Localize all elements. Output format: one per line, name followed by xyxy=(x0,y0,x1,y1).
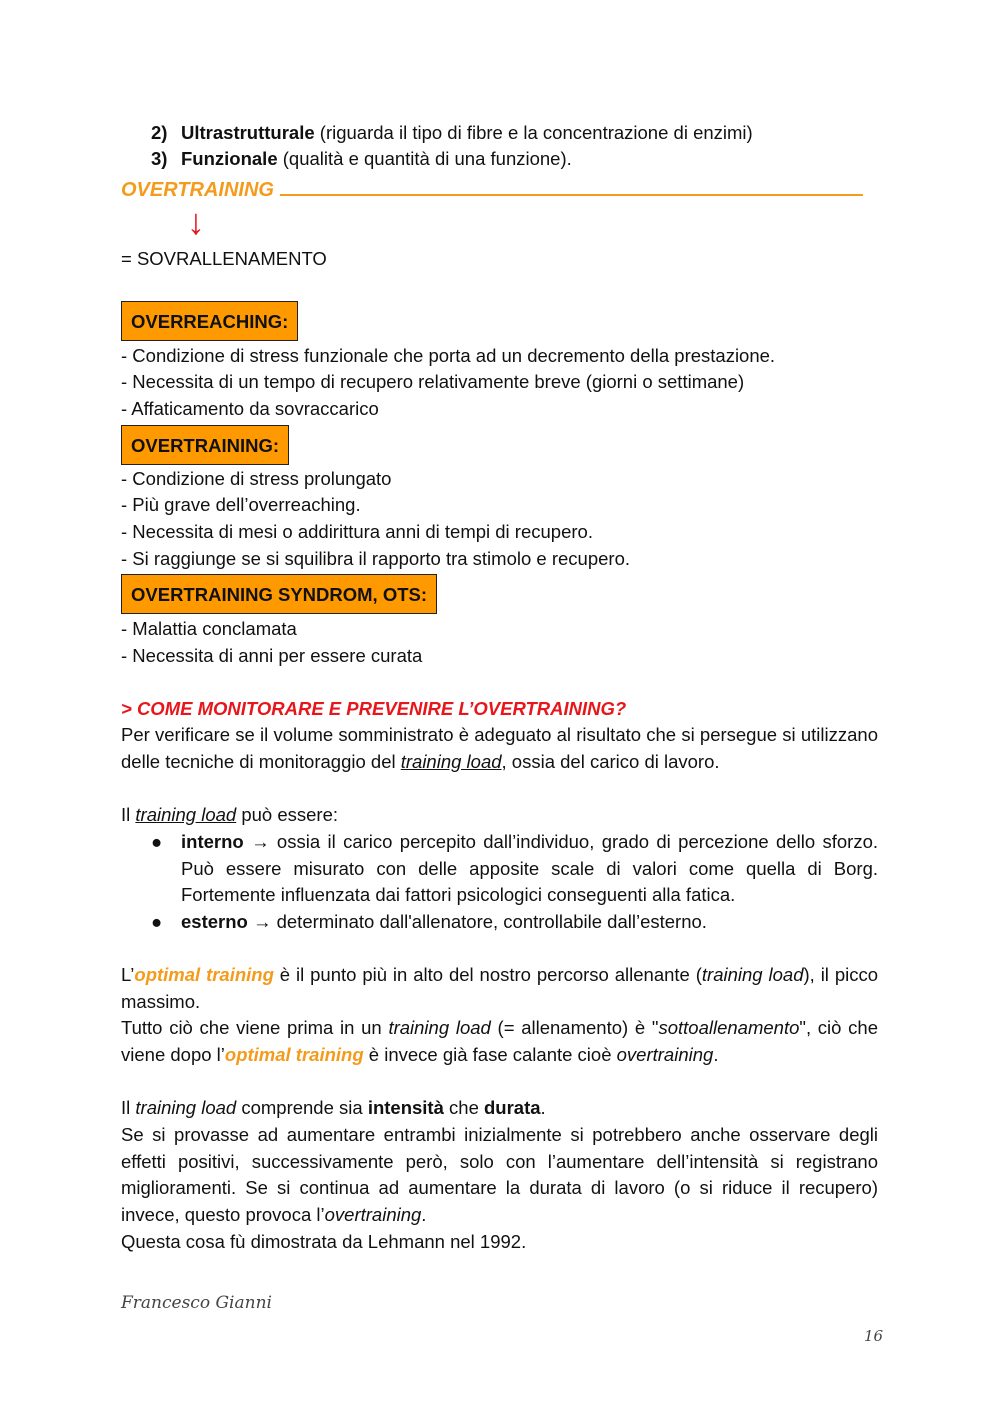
bullet-text: → ossia il carico percepito dall’individuo, grado di percezione dello sforzo. Può essere misurato con delle apposite scale di valori come quella di Borg. Fortemente influenzata dai fattori psicologici conseguenti alla fatica. xyxy=(181,831,878,905)
highlight-optimal-training: optimal training xyxy=(134,964,274,985)
bullet-list xyxy=(121,829,878,935)
bullet-text: → determinato dall'allenatore, controllabile dall’esterno. xyxy=(247,910,707,932)
bold-term: intensità xyxy=(367,1097,444,1118)
italic-term: training load xyxy=(701,964,804,985)
italic-term: training load xyxy=(388,1017,491,1038)
list-number: 2) xyxy=(151,122,168,143)
section-line: - Si raggiunge se si squilibra il rapporto tra stimolo e recupero. xyxy=(121,548,630,569)
list-number: 3) xyxy=(151,148,168,169)
text: L’ xyxy=(121,964,135,985)
text: può essere: xyxy=(236,804,339,825)
text: Tutto ciò che viene prima in un xyxy=(121,1017,389,1038)
question-heading: > COME MONITORARE E PREVENIRE L’OVERTRAINING? xyxy=(121,698,627,719)
paragraph-before-after xyxy=(121,1015,878,1068)
text: Per verificare se il volume somministrato è adeguato al risultato che si persegue si utilizzano delle tecniche di monitoraggio del xyxy=(121,724,878,772)
section-line: - Condizione di stress prolungato xyxy=(121,468,392,489)
paragraph-optimal-training xyxy=(121,962,878,1015)
text: Il xyxy=(121,1097,136,1118)
down-arrow-icon: ↓ xyxy=(187,201,205,242)
section-line: - Necessita di un tempo di recupero relativamente breve (giorni o settimane) xyxy=(121,371,745,392)
text: Il xyxy=(121,804,136,825)
section-line: - Affaticamento da sovraccarico xyxy=(121,398,379,419)
italic-term: training load xyxy=(135,1097,237,1118)
heading-text: OVERTRAINING xyxy=(121,179,274,201)
text: . xyxy=(540,1097,546,1118)
paragraph-lehmann: Questa cosa fù dimostrata da Lehmann nel 1992. xyxy=(121,1231,527,1252)
section-box-ots: OVERTRAINING SYNDROM, OTS: xyxy=(121,574,437,614)
term-training-load: training load xyxy=(400,750,502,772)
bold-term: durata xyxy=(484,1097,541,1118)
italic-term: overtraining xyxy=(324,1203,422,1225)
section-line: - Necessita di mesi o addirittura anni di tempi di recupero. xyxy=(121,521,593,542)
definition-line: = SOVRALLENAMENTO xyxy=(121,248,327,269)
term-training-load: training load xyxy=(135,804,237,825)
highlight-optimal-training: optimal training xyxy=(224,1043,364,1065)
text: . xyxy=(421,1203,427,1225)
bullet-icon: ● xyxy=(151,910,163,932)
list-item xyxy=(121,829,878,909)
list-item-funzionale xyxy=(151,148,572,170)
italic-term: sottoallenamento xyxy=(658,1017,800,1038)
page-number: 16 xyxy=(864,1327,884,1345)
list-text: (riguarda il tipo di fibre e la concentrazione di enzimi) xyxy=(314,122,753,143)
text: ", ciò che viene dopo l’ xyxy=(121,1017,878,1065)
section-line: - Più grave dell’overreaching. xyxy=(121,494,361,515)
bullet-term: esterno xyxy=(181,910,248,932)
text: comprende sia xyxy=(236,1097,368,1118)
section-line: - Necessita di anni per essere curata xyxy=(121,645,423,666)
author-signature: Francesco Gianni xyxy=(121,1293,272,1313)
section-line: - Condizione di stress funzionale che porta ad un decremento della prestazione. xyxy=(121,345,776,366)
text: che xyxy=(443,1097,484,1118)
list-text: (qualità e quantità di una funzione). xyxy=(277,148,572,169)
section-heading-overtraining xyxy=(121,176,863,202)
paragraph-monitoring xyxy=(121,722,878,775)
list-item-ultrastrutturale xyxy=(151,122,753,144)
text: . xyxy=(713,1043,719,1065)
bullet-term: interno xyxy=(181,831,244,852)
text: è invece già fase calante cioè xyxy=(363,1043,617,1065)
paragraph-effects xyxy=(121,1122,878,1228)
text: (= allenamento) è " xyxy=(490,1017,659,1038)
list-item xyxy=(121,909,878,936)
bullet-icon: ● xyxy=(151,831,163,852)
italic-term: overtraining xyxy=(616,1043,714,1065)
text: è il punto più in alto del nostro percorso allenante ( xyxy=(273,964,702,985)
text: Se si provasse ad aumentare entrambi inizialmente si potrebbero anche osservare degli effetti positivi, successivamente però, solo con l’aumentare dell’intensità si registrano miglioramenti. Se si continua ad aumentare la durata di lavoro (o si riduce il recupero) invece, questo provoca l’ xyxy=(121,1124,878,1225)
list-term: Ultrastrutturale xyxy=(181,122,315,143)
paragraph-training-load-types xyxy=(121,804,338,826)
section-line: - Malattia conclamata xyxy=(121,618,297,639)
section-box-overtraining: OVERTRAINING: xyxy=(121,425,289,465)
list-term: Funzionale xyxy=(181,148,278,169)
paragraph-intensity-duration xyxy=(121,1095,878,1122)
heading-underline xyxy=(280,176,863,196)
section-box-overreaching: OVERREACHING: xyxy=(121,301,298,341)
text: , ossia del carico di lavoro. xyxy=(501,750,720,772)
text: ), il picco massimo. xyxy=(121,964,879,1012)
